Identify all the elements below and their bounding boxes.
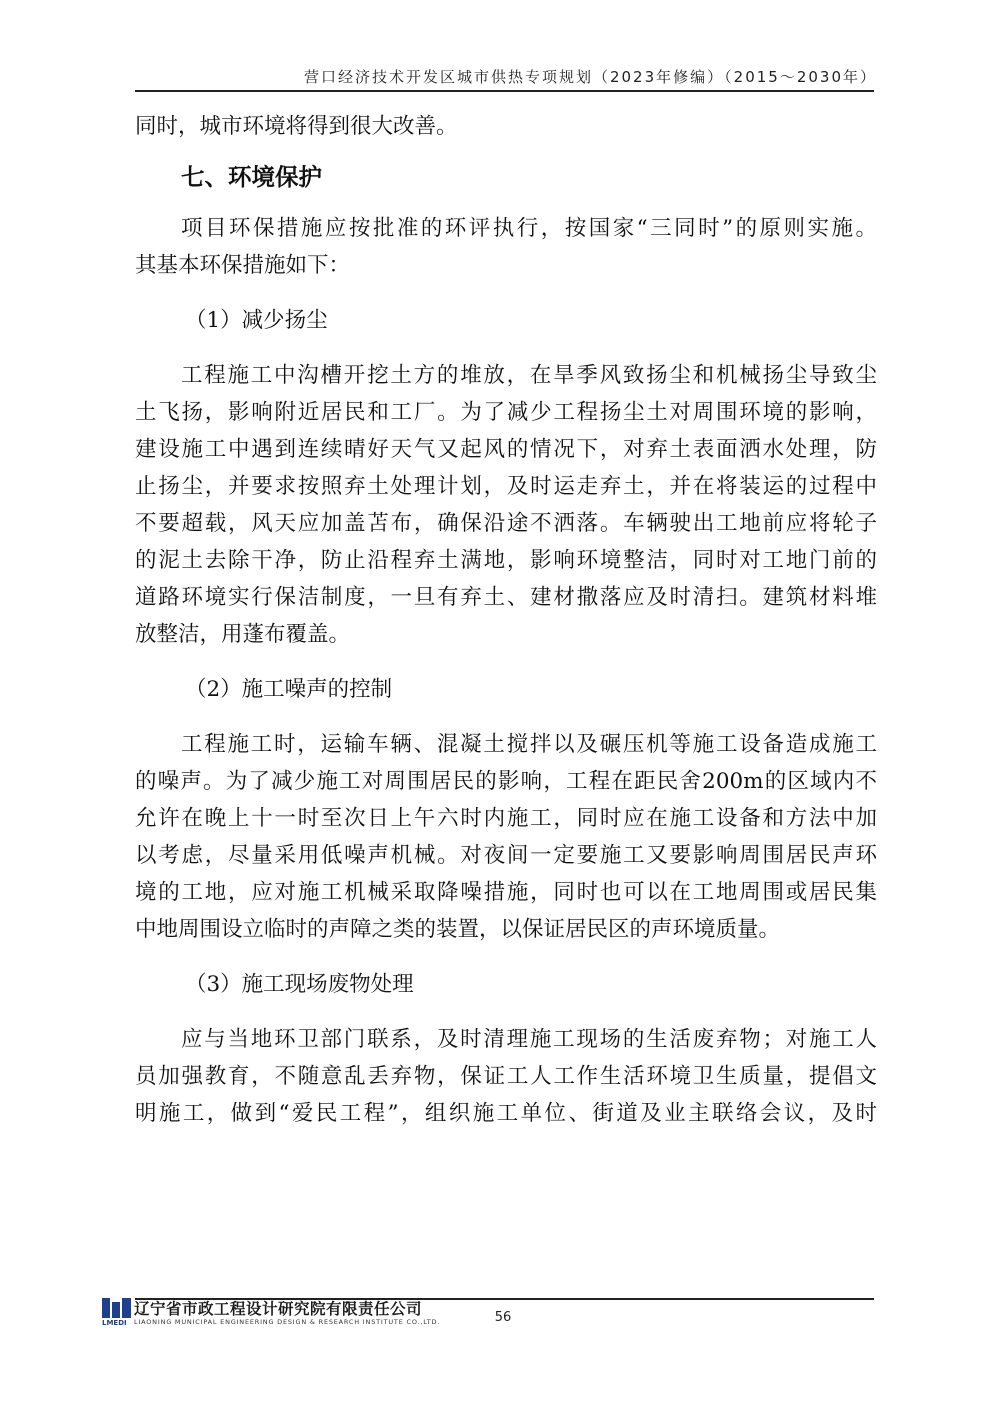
document-body	[135, 108, 877, 1132]
paragraph-line: 中地周围设立临时的声障之类的装置，以保证居民区的声环境质量。	[135, 917, 781, 942]
paragraph-line: 的泥土去除干净，防止沿程弃土满地，影响环境整洁，同时对工地门前的	[135, 548, 877, 573]
paragraph-line: 允许在晚上十一时至次日上午六时内施工，同时应在施工设备和方法中加	[135, 806, 877, 831]
logo-block	[112, 1302, 120, 1318]
paragraph-line: 境的工地，应对施工机械采取降噪措施，同时也可以在工地周围或居民集	[135, 880, 877, 905]
paragraph-line: 止扬尘，并要求按照弃土处理计划，及时运走弃土，并在将装运的过程中	[135, 474, 877, 499]
paragraph-line: 建设施工中遇到连续晴好天气又起风的情况下，对弃土表面洒水处理，防	[135, 437, 877, 462]
subsection-heading-noise: （2）施工噪声的控制	[185, 677, 393, 702]
paragraph-line: 项目环保措施应按批准的环评执行，按国家“三同时”的原则实施。	[181, 216, 877, 241]
company-name-en: LIAONING MUNICIPAL ENGINEERING DESIGN & RESEARCH INSTITUTE CO.,LTD.	[134, 1318, 441, 1326]
intro-line: 同时，城市环境将得到很大改善。	[135, 114, 458, 139]
section-heading: 七、环境保护	[181, 163, 322, 191]
paragraph-line: 以考虑，尽量采用低噪声机械。对夜间一定要施工又要影响周围居民声环	[135, 843, 877, 868]
page-number: 56	[494, 1310, 512, 1325]
paragraph-line: 的噪声。为了减少施工对周围居民的影响，工程在距民舍200m的区域内不	[135, 769, 877, 794]
company-name: 辽宁省市政工程设计研究院有限责任公司	[134, 1300, 423, 1318]
paragraph-line: 其基本环保措施如下：	[135, 253, 351, 278]
paragraph-line: 放整洁，用蓬布覆盖。	[135, 622, 351, 647]
logo-block	[102, 1298, 110, 1318]
paragraph-line: 土飞扬，影响附近居民和工厂。为了减少工程扬尘土对周围环境的影响，	[135, 400, 877, 425]
paragraph-line: 道路环境实行保洁制度，一旦有弃土、建材撒落应及时清扫。建筑材料堆	[135, 585, 877, 610]
paragraph-line: 工程施工时，运输车辆、混凝土搅拌以及碾压机等施工设备造成施工	[181, 732, 877, 757]
subsection-heading-dust: （1）减少扬尘	[185, 308, 328, 333]
paragraph-line: 员加强教育，不随意乱丢弃物，保证工人工作生活环境卫生质量，提倡文	[135, 1064, 877, 1089]
company-logo-icon	[101, 1296, 133, 1326]
paragraph-line: 不要超载，风天应加盖苫布，确保沿途不洒落。车辆驶出工地前应将轮子	[135, 511, 877, 536]
logo-text: LMEDI	[102, 1319, 127, 1326]
paragraph-line: 工程施工中沟槽开挖土方的堆放，在旱季风致扬尘和机械扬尘导致尘	[181, 363, 877, 388]
paragraph-line: 明施工，做到“爱民工程”，组织施工单位、街道及业主联络会议，及时	[135, 1101, 877, 1126]
paragraph-line: 应与当地环卫部门联系，及时清理施工现场的生活废弃物；对施工人	[181, 1027, 877, 1052]
header-title: 营口经济技术开发区城市供热专项规划（2023年修编）（2015～2030年）	[303, 68, 877, 86]
subsection-heading-waste: （3）施工现场废物处理	[185, 972, 414, 997]
header-divider	[135, 90, 874, 92]
logo-block	[122, 1298, 131, 1318]
